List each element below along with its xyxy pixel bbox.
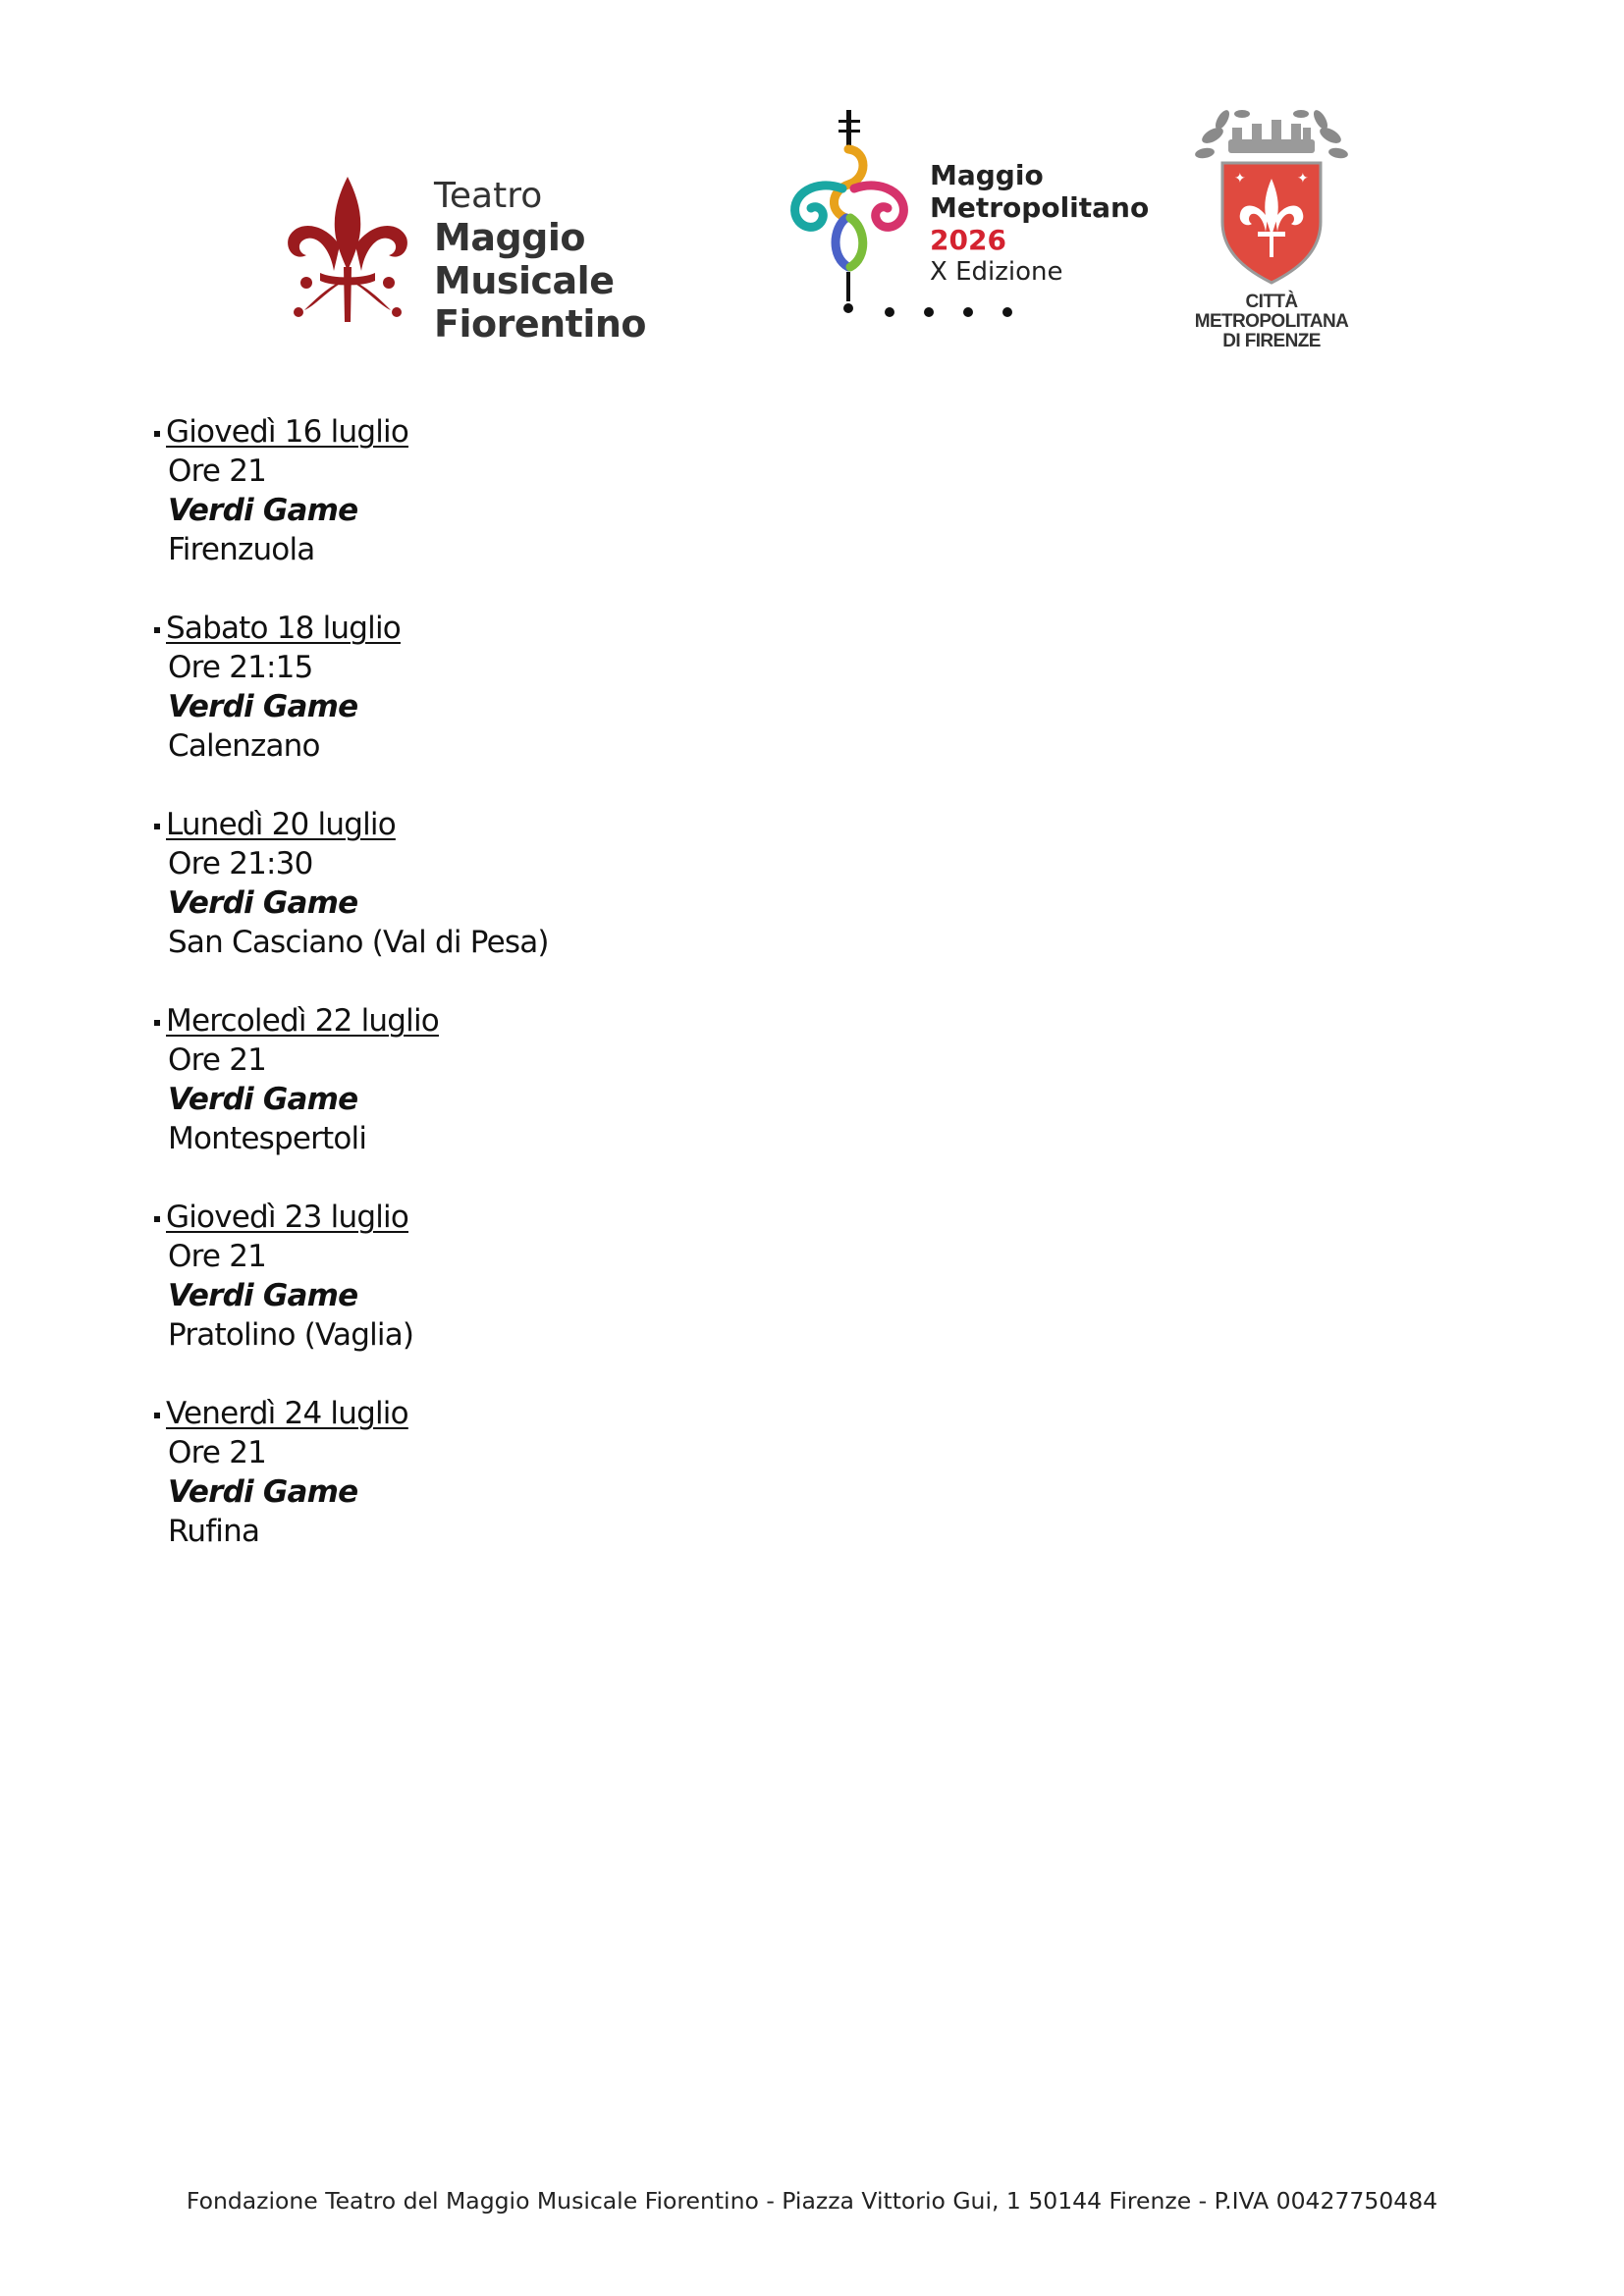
citta-logo-line1: CITTÀ METROPOLITANA	[1194, 292, 1349, 332]
event-item	[154, 1394, 549, 1551]
event-title: Verdi Game	[168, 885, 358, 921]
bullet-icon	[154, 1020, 160, 1026]
teatro-logo-line1: Teatro	[434, 176, 543, 216]
event-place: Rufina	[168, 1514, 260, 1549]
event-place: Montespertoli	[168, 1121, 367, 1156]
event-time: Ore 21	[168, 1042, 267, 1078]
maggio-logo-line1: Maggio	[930, 159, 1044, 191]
citta-logo-line2: DI FIRENZE	[1222, 331, 1321, 351]
bullet-icon	[154, 824, 160, 829]
svg-text:✦: ✦	[1234, 171, 1246, 187]
bullet-icon	[154, 431, 160, 437]
citta-metropolitana-logo	[1168, 106, 1384, 351]
bullet-icon	[154, 627, 160, 633]
event-date: Mercoledì 22 luglio	[166, 1003, 439, 1039]
event-date: Giovedì 16 luglio	[166, 414, 408, 450]
event-title: Verdi Game	[168, 1278, 358, 1313]
event-date: Sabato 18 luglio	[166, 611, 401, 646]
event-time: Ore 21:15	[168, 650, 313, 685]
event-item	[154, 1001, 549, 1158]
teatro-logo-text	[434, 177, 776, 346]
event-title: Verdi Game	[168, 493, 358, 528]
teatro-maggio-logo	[285, 176, 776, 346]
maggio-dots	[884, 303, 1119, 315]
event-item	[154, 412, 549, 569]
event-item	[154, 1198, 549, 1355]
event-date: Lunedì 20 luglio	[166, 807, 396, 842]
event-time: Ore 21:30	[168, 846, 313, 881]
bullet-icon	[154, 1413, 160, 1418]
page-footer: Fondazione Teatro del Maggio Musicale Fiorentino - Piazza Vittorio Gui, 1 50144 Firenze - P.IVA 00427750484	[186, 2187, 1438, 2215]
teatro-logo-line2: Maggio Musicale	[434, 216, 615, 302]
fleur-de-lis-icon	[285, 177, 410, 322]
teatro-logo-line3: Fiorentino	[434, 302, 647, 346]
maggio-logo-line2: Metropolitano	[930, 191, 1150, 224]
event-title: Verdi Game	[168, 689, 358, 724]
event-time: Ore 21	[168, 1239, 267, 1274]
event-place: Pratolino (Vaglia)	[168, 1317, 414, 1353]
event-title: Verdi Game	[168, 1474, 358, 1510]
event-time: Ore 21	[168, 454, 267, 489]
bullet-icon	[154, 1216, 160, 1222]
event-date: Venerdì 24 luglio	[166, 1396, 408, 1431]
event-item	[154, 805, 549, 962]
page-header	[0, 0, 1624, 353]
event-time: Ore 21	[168, 1435, 267, 1470]
maggio-metropolitano-logo	[785, 110, 1159, 326]
events-list	[154, 412, 549, 1590]
event-place: Calenzano	[168, 728, 320, 764]
event-item	[154, 609, 549, 766]
maggio-logo-text	[930, 159, 1149, 289]
maggio-logo-edition: X Edizione	[930, 257, 1063, 287]
maggio-logo-year: 2026	[930, 224, 1006, 256]
event-place: San Casciano (Val di Pesa)	[168, 925, 549, 960]
crest-icon	[1193, 106, 1350, 288]
event-title: Verdi Game	[168, 1082, 358, 1117]
event-place: Firenzuola	[168, 532, 315, 567]
citta-logo-text	[1168, 293, 1375, 351]
event-date: Giovedì 23 luglio	[166, 1200, 408, 1235]
svg-text:✦: ✦	[1297, 171, 1309, 187]
dots-icon	[884, 306, 1119, 318]
violin-clef-icon	[785, 110, 913, 321]
